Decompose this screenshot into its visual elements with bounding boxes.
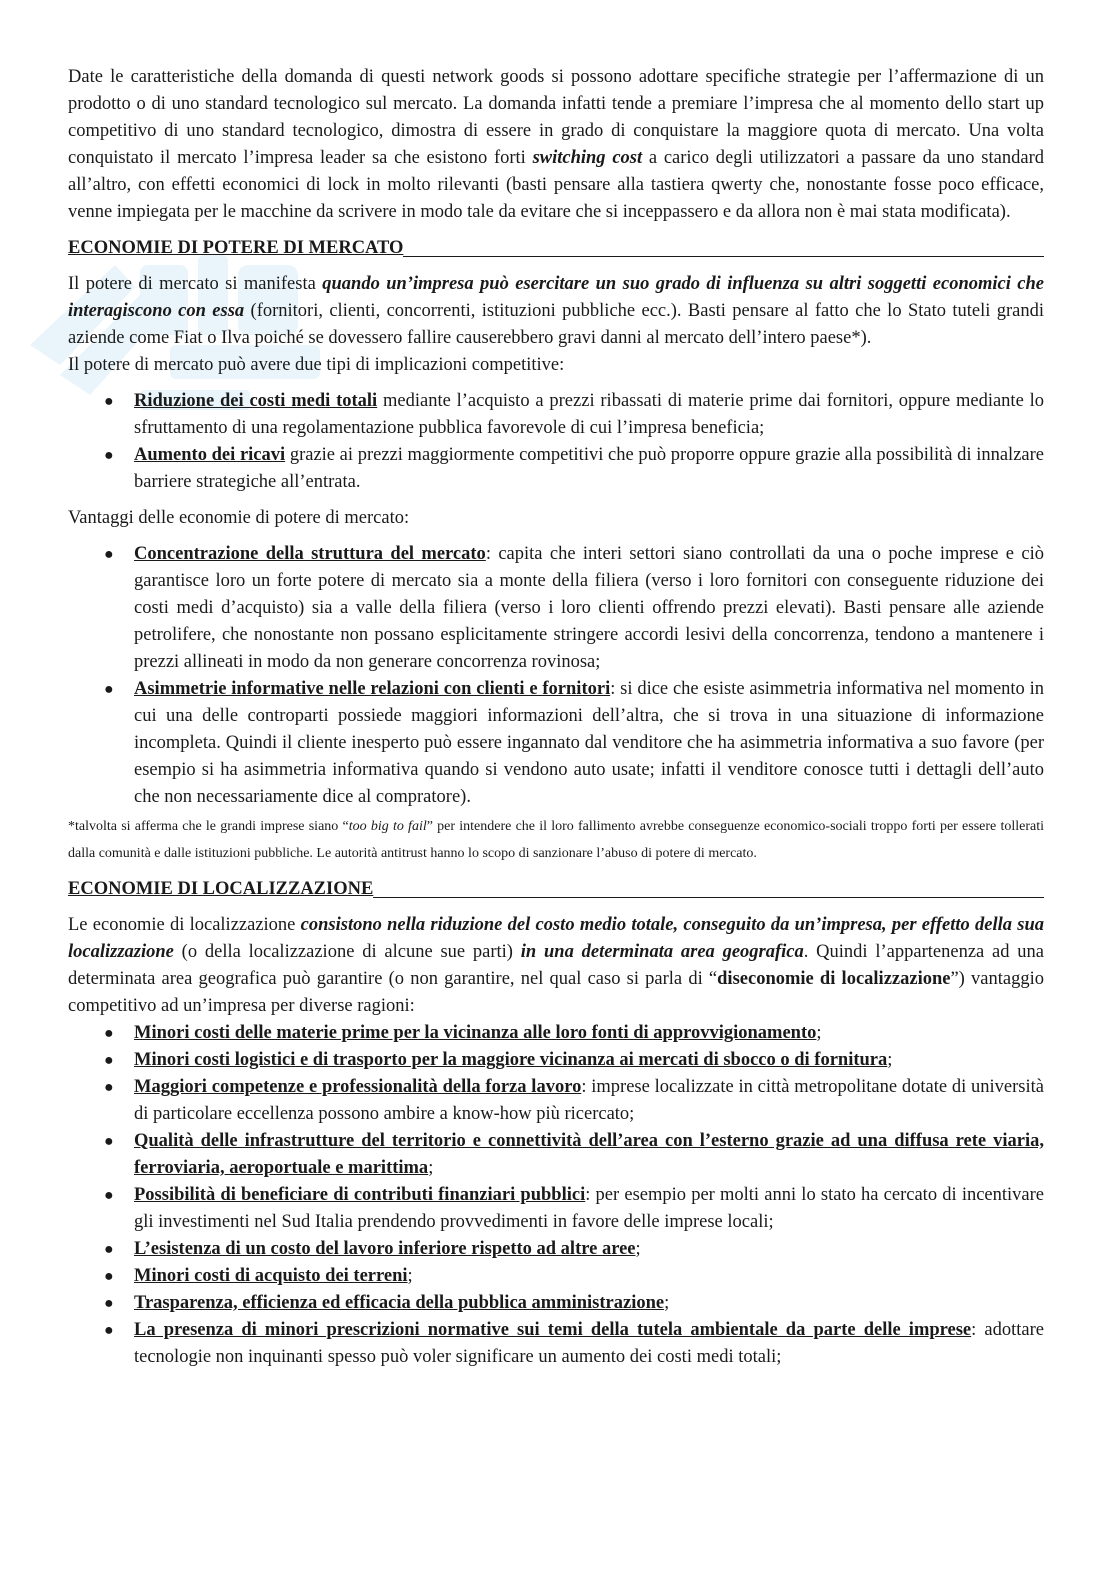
list-item: ● Concentrazione della struttura del mercato: capita che interi settori siano controllati da una o poche imprese e ciò garantisce loro un forte potere di mercato sia a monte della filiera (verso i loro fornitori con conseguente riduzione dei costi medi d’acquisto) sia a valle della filiera (verso i loro clienti offrendo prezzi elevati). Basti pensare alle aziende petrolifere, che nonostante non possano esplicitamente stringere accordi lesivi della concorrenza, tendono a mantenere i prezzi allineati in modo da non generare concorrenza rovinosa; bbox=[68, 541, 1044, 676]
list-item: ● La presenza di minori prescrizioni normative sui temi della tutela ambientale da parte delle imprese: adottare tecnologie non inquinanti spesso può voler significare un aumento dei costi medi totali; bbox=[68, 1317, 1044, 1371]
list-item: ● L’esistenza di un costo del lavoro inferiore rispetto ad altre aree; bbox=[68, 1236, 1044, 1263]
vantaggi-paragraph: Vantaggi delle economie di potere di mercato: bbox=[68, 508, 410, 528]
section-heading-localizzazione: ECONOMIE DI LOCALIZZAZIONE bbox=[68, 876, 1044, 903]
bullet-icon: ● bbox=[104, 1025, 114, 1042]
implicazioni-list bbox=[68, 388, 1044, 496]
bullet-icon: ● bbox=[104, 1268, 114, 1285]
bullet-icon: ● bbox=[104, 1052, 114, 1069]
heading-rule bbox=[403, 256, 1044, 257]
bullet-icon: ● bbox=[104, 1295, 114, 1312]
document-page bbox=[68, 64, 1044, 1371]
bullet-icon: ● bbox=[104, 546, 114, 563]
bullet-icon: ● bbox=[104, 393, 114, 410]
bullet-icon: ● bbox=[104, 1133, 114, 1150]
bullet-icon: ● bbox=[104, 447, 114, 464]
list-item: ● Trasparenza, efficienza ed efficacia della pubblica amministrazione; bbox=[68, 1290, 1044, 1317]
list-item: ● Aumento dei ricavi grazie ai prezzi maggiormente competitivi che può proporre oppure grazie alla possibilità di innalzare barriere strategiche all’entrata. bbox=[68, 442, 1044, 496]
vantaggi-list bbox=[68, 541, 1044, 811]
potere-mercato-paragraph: Il potere di mercato si manifesta quando un’impresa può esercitare un suo grado di influenza su altri soggetti economici che interagiscono con essa (fornitori, clienti, concorrenti, istituzioni pubbliche ecc.). Basti pensare al fatto che lo Stato tuteli grandi aziende come Fiat o Ilva poiché se dovessero fallire causerebbero gravi danni al mercato dell’intero paese*). bbox=[68, 274, 1044, 348]
localizzazione-list bbox=[68, 1020, 1044, 1371]
localizzazione-paragraph: Le economie di localizzazione consistono nella riduzione del costo medio totale, conseguito da un’impresa, per effetto della sua localizzazione (o della localizzazione di alcune sue parti) in una determinata area geografica. Quindi l’appartenenza ad una determinata area geografica può garantire (o non garantire, nel qual caso si parla di “diseconomie di localizzazione”) vantaggio competitivo ad un’impresa per diverse ragioni: bbox=[68, 915, 1044, 1016]
section-heading-potere-mercato: ECONOMIE DI POTERE DI MERCATO bbox=[68, 235, 1044, 262]
bullet-icon: ● bbox=[104, 681, 114, 698]
list-item: ● Qualità delle infrastrutture del territorio e connettività dell’area con l’esterno grazie ad una diffusa rete viaria, ferroviaria, aeroportuale e marittima; bbox=[68, 1128, 1044, 1182]
bullet-icon: ● bbox=[104, 1079, 114, 1096]
list-item: ● Riduzione dei costi medi totali mediante l’acquisto a prezzi ribassati di materie prime dai fornitori, oppure mediante lo sfruttamento di una regolamentazione pubblica favorevole di cui l’impresa beneficia; bbox=[68, 388, 1044, 442]
bullet-icon: ● bbox=[104, 1241, 114, 1258]
list-item: ● Minori costi delle materie prime per la vicinanza alle loro fonti di approvvigionamento; bbox=[68, 1020, 1044, 1047]
footnote: *talvolta si afferma che le grandi imprese siano “too big to fail” per intendere che il loro fallimento avrebbe conseguenze economico-sociali troppo forti per essere tollerati dalla comunità e dalle istituzioni pubbliche. Le autorità antitrust hanno lo scopo di sanzionare l’abuso di potere di mercato. bbox=[68, 819, 1044, 861]
list-item: ● Minori costi di acquisto dei terreni; bbox=[68, 1263, 1044, 1290]
intro-paragraph: Date le caratteristiche della domanda di questi network goods si possono adottare specifiche strategie per l’affermazione di un prodotto o di uno standard tecnologico sul mercato. La domanda infatti tende a premiare l’impresa che al momento dello start up competitivo di uno standard tecnologico, dimostra di essere in grado di conquistare la maggiore quota di mercato. Una volta conquistato il mercato l’impresa leader sa che esistono forti switching cost a carico degli utilizzatori a passare da uno standard all’altro, con effetti economici di lock in molto rilevanti (basti pensare alla tastiera qwerty che, nonostante fosse poco efficace, venne impiegata per le macchine da scrivere in modo tale da evitare che si inceppassero e da allora non è mai stata modificata). bbox=[68, 67, 1044, 222]
heading-rule bbox=[373, 897, 1044, 898]
implicazioni-paragraph: Il potere di mercato può avere due tipi di implicazioni competitive: bbox=[68, 355, 565, 375]
list-item: ● Possibilità di beneficiare di contributi finanziari pubblici: per esempio per molti anni lo stato ha cercato di incentivare gli investimenti nel Sud Italia prendendo provvedimenti in favore delle imprese locali; bbox=[68, 1182, 1044, 1236]
list-item: ● Minori costi logistici e di trasporto per la maggiore vicinanza ai mercati di sbocco o di fornitura; bbox=[68, 1047, 1044, 1074]
list-item: ● Maggiori competenze e professionalità della forza lavoro: imprese localizzate in città metropolitane dotate di università di particolare eccellenza possono ambire a know-how più ricercato; bbox=[68, 1074, 1044, 1128]
list-item: ● Asimmetrie informative nelle relazioni con clienti e fornitori: si dice che esiste asimmetria informativa nel momento in cui una delle controparti possiede maggiori informazioni dell’altra, che si trova in una situazione di informazione incompleta. Quindi il cliente inesperto può essere ingannato dal venditore che ha asimmetria informativa a suo favore (per esempio si ha asimmetria informativa quando si vendono auto usate; infatti il venditore conosce tutti i dettagli dell’auto che non necessariamente dice al compratore). bbox=[68, 676, 1044, 811]
bullet-icon: ● bbox=[104, 1187, 114, 1204]
bullet-icon: ● bbox=[104, 1322, 114, 1339]
